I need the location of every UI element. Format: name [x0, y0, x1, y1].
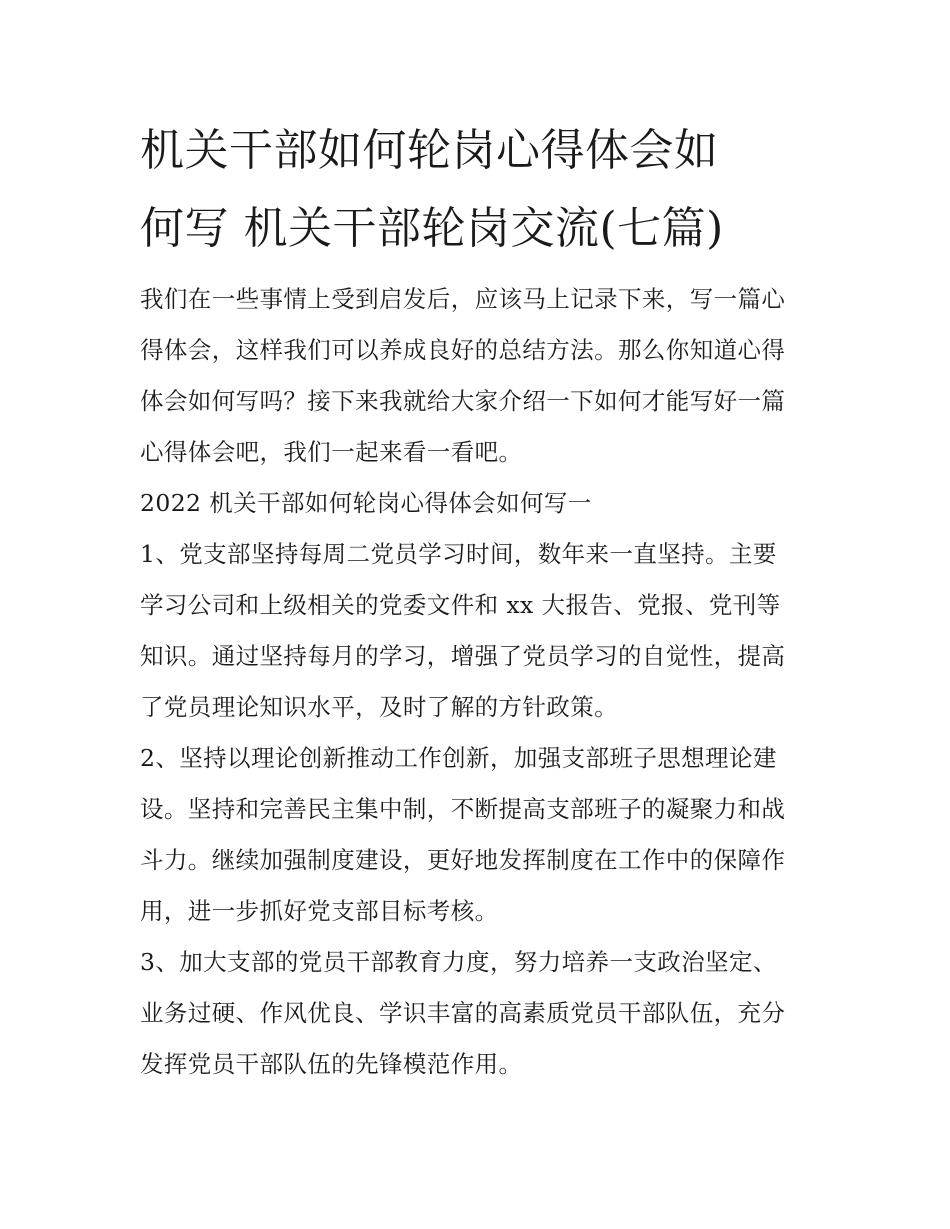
section-heading [140, 478, 812, 529]
item-paragraph-1 [140, 529, 812, 733]
text-line: 业务过硬、作风优良、学识丰富的高素质党员干部队伍，充分 [140, 999, 786, 1027]
text-line: 发挥党员干部队伍的先锋模范作用。 [140, 1050, 523, 1078]
intro-paragraph [140, 274, 812, 478]
text-line: 知识。通过坚持每月的学习，增强了党员学习的自觉性，提高 [140, 642, 786, 670]
document-content [140, 112, 812, 1090]
text-line: 得体会，这样我们可以养成良好的总结方法。那么你知道心得 [140, 336, 786, 364]
text-line: 1、党支部坚持每周二党员学习时间，数年来一直坚持。主要 [140, 540, 777, 568]
text-line: 设。坚持和完善民主集中制，不断提高支部班子的凝聚力和战 [140, 795, 786, 823]
text-line: 我们在一些事情上受到启发后，应该马上记录下来，写一篇心 [140, 285, 786, 313]
document-title [140, 112, 812, 268]
text-line: 学习公司和上级相关的党委文件和 xx 大报告、党报、党刊等 [140, 591, 781, 619]
text-line: 体会如何写吗？接下来我就给大家介绍一下如何才能写好一篇 [140, 387, 786, 415]
title-line: 何写 机关干部轮岗交流(七篇) [140, 203, 724, 254]
document-body [140, 274, 812, 1090]
item-paragraph-2 [140, 733, 812, 937]
text-line: 2、坚持以理论创新推动工作创新，加强支部班子思想理论建 [140, 744, 777, 772]
item-paragraph-3 [140, 937, 812, 1090]
text-line: 心得体会吧，我们一起来看一看吧。 [140, 438, 523, 466]
text-line: 斗力。继续加强制度建设，更好地发挥制度在工作中的保障作 [140, 846, 786, 874]
title-line: 机关干部如何轮岗心得体会如 [140, 125, 719, 176]
text-line: 2022 机关干部如何轮岗心得体会如何写一 [140, 489, 592, 517]
text-line: 3、加大支部的党员干部教育力度，努力培养一支政治坚定、 [140, 948, 777, 976]
text-line: 用，进一步抓好党支部目标考核。 [140, 897, 499, 925]
text-line: 了党员理论知识水平，及时了解的方针政策。 [140, 693, 618, 721]
